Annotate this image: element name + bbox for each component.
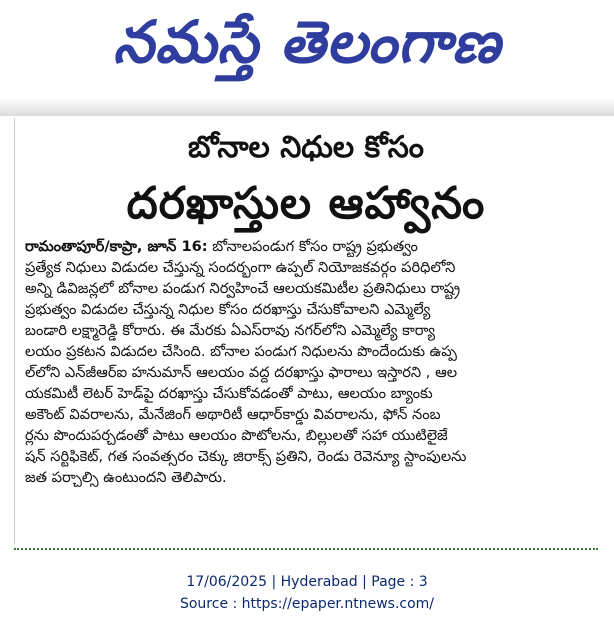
dateline: రామంతాపూర్/కాప్రా, జూన్ 16: bbox=[25, 238, 208, 255]
headline-line-1: బోనాల నిధుల కోసం bbox=[188, 130, 424, 165]
newspaper-logo: నమస్తే తెలంగాణ bbox=[113, 8, 501, 76]
article-line: ర్లను పొందుపర్చడంతో పాటు ఆలయం పొటోలను, బిల్లులతో సహా యుటిలైజే bbox=[25, 427, 448, 444]
article-line: అకౌంట్ వివరాలను, మేనేజింగ్ అథారిటీ ఆధార్‌కార్డు వివరాలను, ఫోన్ నంబ bbox=[25, 406, 441, 423]
publication-info: 17/06/2025 | Hyderabad | Page : 3 bbox=[186, 574, 428, 590]
article-line: ప్రత్యేక నిధులు విడుదల చేస్తున్న సందర్భంగా ఉప్పల్ నియోజకవర్గం పరిధిలోని bbox=[25, 259, 456, 276]
masthead-divider bbox=[0, 98, 614, 116]
article-line: యకమిటీ లెటర్ హెడ్‌పై దరఖాస్తు చేసుకోవడంతో పాటు, ఆలయం బ్యాంకు bbox=[25, 385, 433, 402]
article-line: జత పర్చాల్సి ఉంటుందని తెలిపారు. bbox=[25, 469, 227, 486]
news-clipping bbox=[14, 118, 597, 544]
footer-divider bbox=[14, 548, 598, 550]
article-line-text: బోనాలపండుగ కోసం రాష్ట్ర ప్రభుత్వం bbox=[212, 238, 418, 255]
source-link[interactable]: Source : https://epaper.ntnews.com/ bbox=[179, 596, 435, 612]
article-line: ప్రభుత్వం విడుదల చేస్తున్న నిధుల కోసం దరఖాస్తు చేసుకోవాలని ఎమ్మెల్యే bbox=[25, 301, 431, 318]
article-body bbox=[25, 236, 593, 488]
article-line: షన్ సర్టిఫికెట్, గత సంవత్సరం చెక్కు జిరాక్స్ ప్రతిని, రెండు రెవెన్యూ స్టాంపులను bbox=[25, 448, 467, 465]
article-line: లయం ప్రకటన విడుదల చేసింది. బోనాల పండుగ నిధులను పొందేందుకు ఉప్ప bbox=[25, 343, 457, 360]
article-line: ల్‌లోని ఎన్‌జీఆర్‌ఐ హనుమాన్ ఆలయం వద్ద దరఖాస్తు ఫారాలు ఇస్తారని , ఆల bbox=[25, 364, 458, 381]
masthead bbox=[0, 0, 614, 98]
article-line bbox=[25, 236, 593, 257]
article-line: అన్ని డివిజన్లలో బోనాల పండుగ నిర్వహించే ఆలయకమిటీల ప్రతినిధులు రాష్ట్ర bbox=[25, 280, 461, 297]
article-line: బండారి లక్ష్మారెడ్డి కోరారు. ఈ మేరకు ఏఎస్‌రావు నగర్‌లోని ఎమ్మెల్యే కార్యా bbox=[25, 322, 436, 339]
headline-line-2: దరఖాస్తుల ఆహ్వానం bbox=[126, 178, 486, 229]
